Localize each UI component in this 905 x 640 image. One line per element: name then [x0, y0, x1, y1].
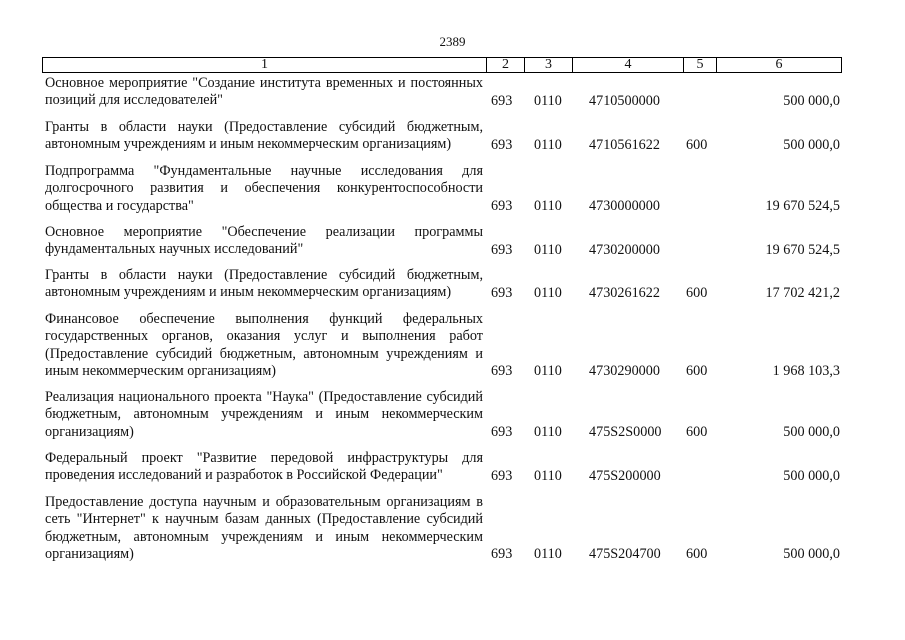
- col-4-value: 4730200000: [589, 241, 660, 258]
- row-description: Подпрограмма "Фундаментальные научные исследования для долгосрочного развития и обеспечения конкурентоспособности общества и государства": [45, 163, 483, 214]
- table-row: [45, 450, 842, 485]
- col-5-value: 600: [686, 362, 708, 379]
- col-2-value: 693: [491, 197, 513, 214]
- col-6-value: 17 702 421,2: [765, 284, 840, 301]
- col-4-value: 475S204700: [589, 545, 661, 562]
- table-row: [45, 389, 842, 441]
- table-row: [45, 494, 842, 563]
- col-6-value: 500 000,0: [783, 136, 840, 153]
- col-2-value: 693: [491, 545, 513, 562]
- col-2-value: 693: [491, 136, 513, 153]
- col-5-value: 600: [686, 284, 708, 301]
- row-description: Федеральный проект "Развитие передовой инфраструктуры для проведения исследований и разработок в Российской Федерации": [45, 450, 483, 484]
- col-4-value: 4730000000: [589, 197, 660, 214]
- col-4-value: 4730290000: [589, 362, 660, 379]
- col-4-value: 4710500000: [589, 92, 660, 109]
- col-2-value: 693: [491, 423, 513, 440]
- col-3-value: 0110: [534, 423, 562, 440]
- header-col-5: 5: [683, 58, 716, 72]
- col-6-value: 19 670 524,5: [765, 241, 840, 258]
- col-4-value: 475S2S0000: [589, 423, 662, 440]
- row-description: Финансовое обеспечение выполнения функций федеральных государственных органов, оказания услуг и выполнения работ (Предоставление субсидий бюджетным, автономным учреждениям и иным некоммерческим организациям): [45, 311, 483, 379]
- row-description: Гранты в области науки (Предоставление субсидий бюджетным, автономным учреждениям и иным некоммерческим организациям): [45, 267, 483, 301]
- page-number: 2389: [439, 34, 466, 49]
- col-6-value: 500 000,0: [783, 545, 840, 562]
- col-2-value: 693: [491, 362, 513, 379]
- header-col-3: 3: [524, 58, 572, 72]
- col-2-value: 693: [491, 284, 513, 301]
- col-3-value: 0110: [534, 284, 562, 301]
- row-description: Основное мероприятие "Создание института временных и постоянных позиций для исследователей": [45, 75, 483, 109]
- table-row: [45, 267, 842, 302]
- col-3-value: 0110: [534, 545, 562, 562]
- col-4-value: 4710561622: [589, 136, 660, 153]
- table-row: [45, 224, 842, 259]
- col-6-value: 500 000,0: [783, 467, 840, 484]
- table-row: [45, 119, 842, 154]
- col-6-value: 1 968 103,3: [772, 362, 840, 379]
- header-col-2: 2: [486, 58, 524, 72]
- col-5-value: 600: [686, 545, 708, 562]
- col-5-value: 600: [686, 136, 708, 153]
- row-description: Основное мероприятие "Обеспечение реализации программы фундаментальных научных исследований": [45, 224, 483, 258]
- col-6-value: 500 000,0: [783, 423, 840, 440]
- col-2-value: 693: [491, 467, 513, 484]
- table-header: [42, 57, 842, 73]
- header-col-6: 6: [716, 58, 841, 72]
- col-3-value: 0110: [534, 92, 562, 109]
- col-6-value: 19 670 524,5: [765, 197, 840, 214]
- col-2-value: 693: [491, 241, 513, 258]
- col-3-value: 0110: [534, 136, 562, 153]
- col-3-value: 0110: [534, 362, 562, 379]
- col-3-value: 0110: [534, 467, 562, 484]
- col-4-value: 4730261622: [589, 284, 660, 301]
- table-row: [45, 75, 842, 110]
- table-row: [45, 311, 842, 380]
- table-row: [45, 163, 842, 215]
- col-4-value: 475S200000: [589, 467, 661, 484]
- row-description: Реализация национального проекта "Наука" (Предоставление субсидий бюджетным, автономным учреждениям и иным некоммерческим организациям): [45, 389, 483, 440]
- col-3-value: 0110: [534, 197, 562, 214]
- col-2-value: 693: [491, 92, 513, 109]
- col-6-value: 500 000,0: [783, 92, 840, 109]
- header-col-1: 1: [261, 57, 268, 72]
- col-5-value: 600: [686, 423, 708, 440]
- row-description: Гранты в области науки (Предоставление субсидий бюджетным, автономным учреждениям и иным некоммерческим организациям): [45, 119, 483, 153]
- col-3-value: 0110: [534, 241, 562, 258]
- row-description: Предоставление доступа научным и образовательным организациям в сеть "Интернет" к научным базам данных (Предоставление субсидий бюджетным, автономным учреждениям и иным некоммерческим организациям): [45, 494, 483, 562]
- header-col-4: 4: [572, 58, 683, 72]
